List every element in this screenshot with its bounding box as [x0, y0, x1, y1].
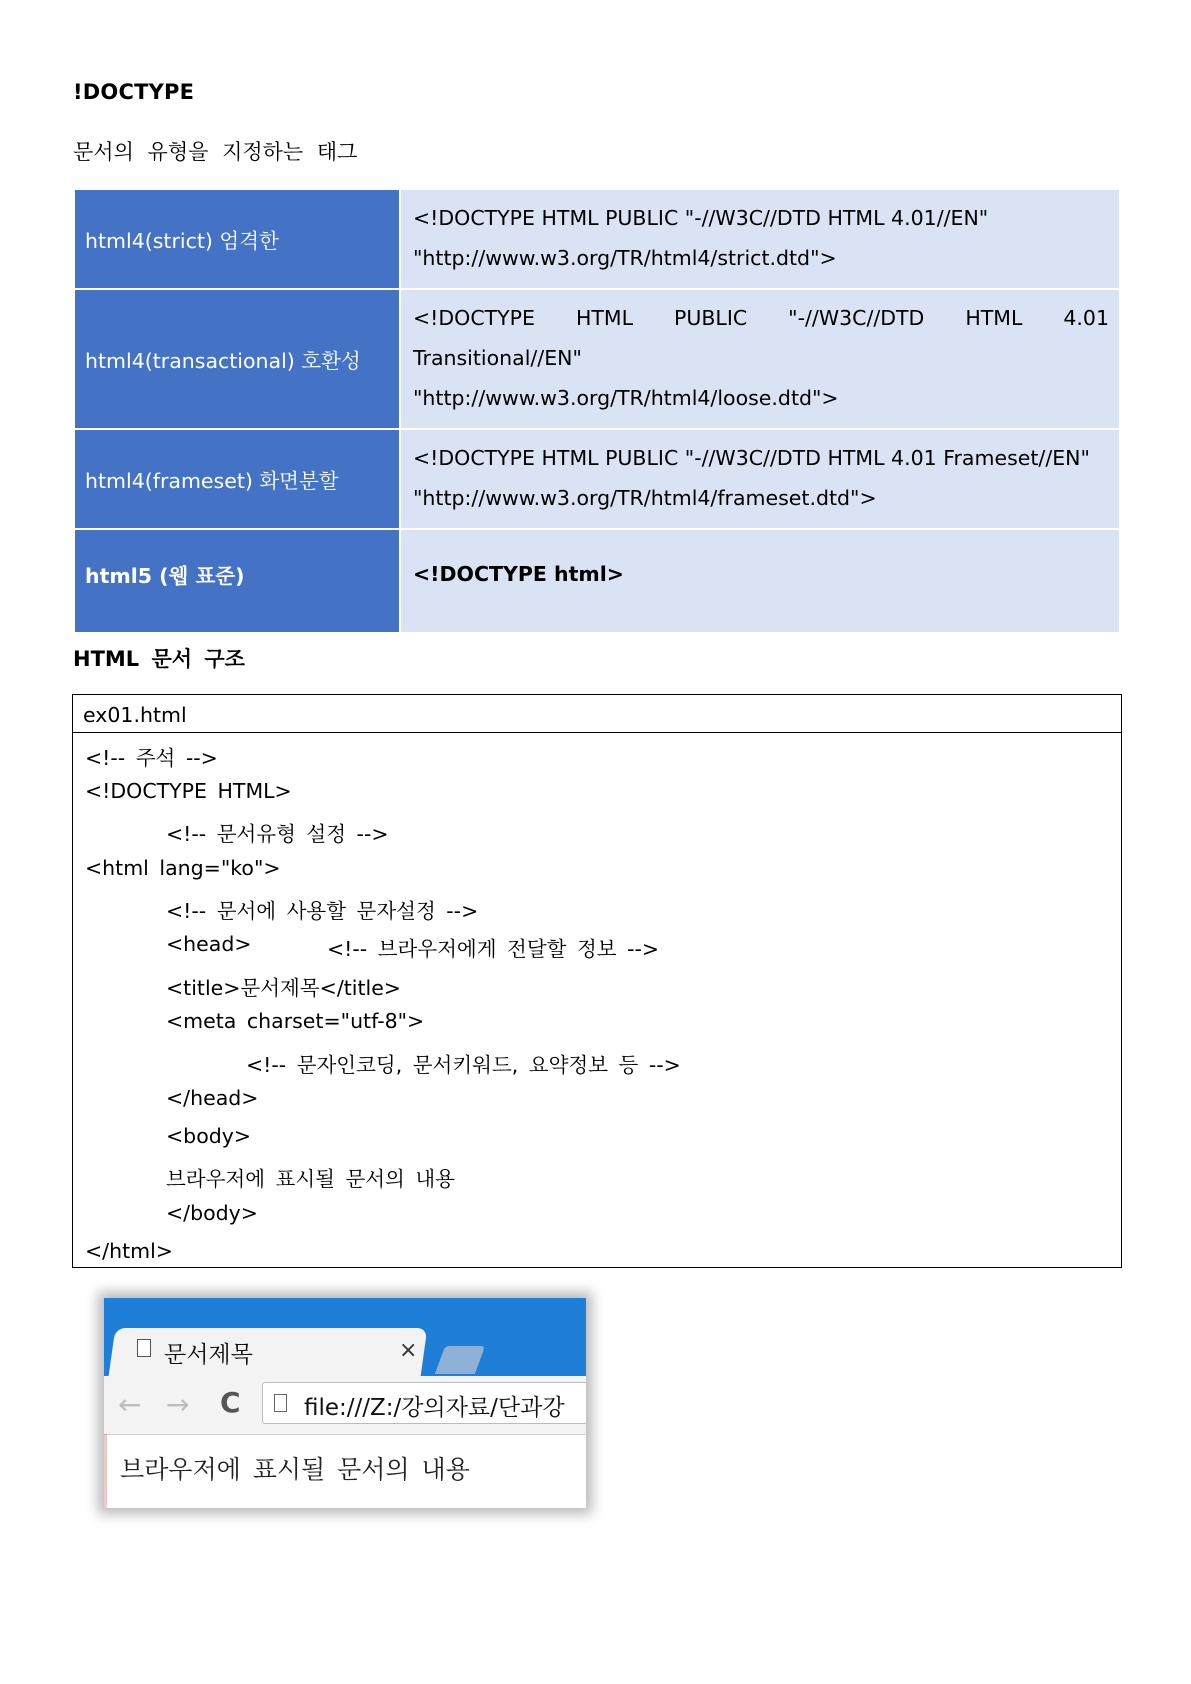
table-row — [74, 529, 1120, 633]
doctype-value-cell: <!DOCTYPE html> — [400, 529, 1120, 633]
code-line: <meta charset="utf-8"> — [166, 1009, 425, 1033]
doctype-value-line1: <!DOCTYPE HTML PUBLIC "-//W3C//DTD HTML 4.01 Transitional//EN" — [413, 306, 1109, 370]
code-line: <!-- 문자인코딩, 문서키워드, 요약정보 등 --> — [246, 1053, 681, 1077]
doctype-label-cell: html4(strict) 엄격한 — [74, 189, 400, 289]
code-line: 브라우저에 표시될 문서의 내용 — [166, 1167, 455, 1191]
code-line: </html> — [85, 1239, 173, 1263]
table-row — [74, 189, 1120, 289]
doctype-value-line2: "http://www.w3.org/TR/html4/strict.dtd"> — [413, 246, 837, 270]
code-line: <body> — [166, 1124, 252, 1148]
code-line: <!-- 문서유형 설정 --> — [166, 822, 389, 846]
document-icon — [137, 1339, 151, 1357]
code-box — [72, 694, 1122, 1268]
close-icon[interactable]: × — [399, 1338, 418, 1363]
doctype-label-cell: html5 (웹 표준) — [74, 529, 400, 633]
code-line: <!-- 브라우저에게 전달할 정보 --> — [327, 937, 660, 961]
content-edge — [104, 1434, 107, 1508]
doctype-value-line1: <!DOCTYPE HTML PUBLIC "-//W3C//DTD HTML 4.01 Frameset//EN" — [413, 446, 1090, 470]
doctype-table — [73, 188, 1121, 634]
forward-arrow-icon[interactable]: → — [166, 1388, 190, 1421]
doctype-value-line1: <!DOCTYPE HTML PUBLIC "-//W3C//DTD HTML 4.01//EN" — [413, 206, 989, 230]
doctype-value-cell — [400, 189, 1120, 289]
page-content: 브라우저에 표시될 문서의 내용 — [120, 1455, 470, 1484]
doctype-label-cell: html4(transactional) 호환성 — [74, 289, 400, 429]
code-line: <html lang="ko"> — [85, 856, 281, 880]
table-row — [74, 289, 1120, 429]
code-line: </body> — [166, 1201, 258, 1225]
page-icon — [274, 1394, 287, 1412]
code-line: </head> — [166, 1086, 259, 1110]
doctype-label-cell: html4(frameset) 화면분할 — [74, 429, 400, 529]
back-arrow-icon[interactable]: ← — [118, 1388, 142, 1421]
code-line: <head> — [166, 932, 252, 956]
code-line: <!DOCTYPE HTML> — [85, 779, 292, 803]
address-text: file:///Z:/강의자료/단과강 — [304, 1395, 565, 1421]
table-row — [74, 429, 1120, 529]
doctype-value-cell — [400, 429, 1120, 529]
doctype-value-line2: "http://www.w3.org/TR/html4/frameset.dtd"> — [413, 486, 877, 510]
doctype-value-line2: "http://www.w3.org/TR/html4/loose.dtd"> — [413, 386, 839, 410]
browser-tab[interactable] — [109, 1328, 428, 1376]
reload-icon[interactable]: C — [220, 1386, 241, 1419]
code-line: <title>문서제목</title> — [166, 976, 401, 1000]
section-heading-doctype: !DOCTYPE — [73, 80, 195, 104]
doctype-value-cell — [400, 289, 1120, 429]
browser-screenshot — [104, 1298, 586, 1508]
code-line: <!-- 주석 --> — [85, 746, 218, 770]
section-heading-structure: HTML 문서 구조 — [73, 647, 245, 671]
code-line: <!-- 문서에 사용할 문자설정 --> — [166, 899, 479, 923]
tab-title: 문서제목 — [164, 1342, 253, 1368]
doctype-description: 문서의 유형을 지정하는 태그 — [73, 140, 358, 164]
code-filename: ex01.html — [73, 695, 1121, 733]
